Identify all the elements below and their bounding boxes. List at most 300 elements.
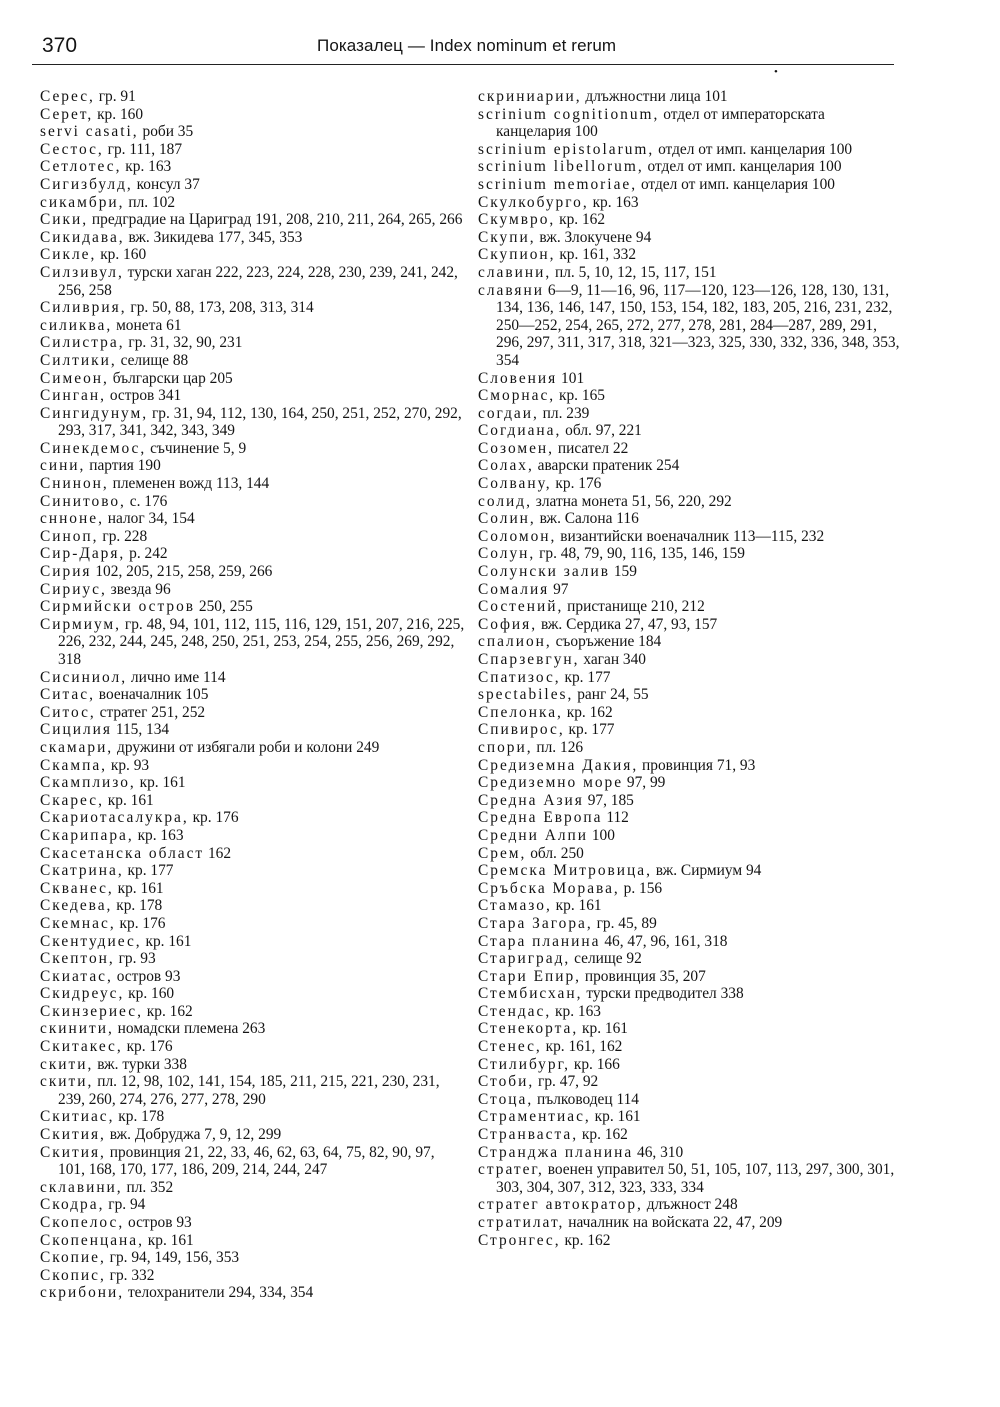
entry-description: гр. 48, 94, 101, 112, 115, 116, 129, 151, 207, 216, 225, 226, 232, 244, 245, 248, 250, 251, 253, 254, 255, 256, 269, 292, 318 (58, 615, 465, 668)
entry-description: провинция 21, 22, 33, 46, 62, 63, 64, 75, 82, 90, 97, 101, 168, 170, 177, 186, 209, 214, 244, 247 (58, 1143, 435, 1179)
entry-description: кр. 178 (112, 897, 163, 915)
entry-description: остров 93 (124, 1214, 192, 1231)
entry-description: военачалник 105 (94, 686, 209, 704)
entry-term: спори, (478, 738, 533, 756)
entry-description: български цар 205 (108, 369, 233, 387)
entry-term: Ситос, (40, 703, 96, 721)
entry-description: военен управител 50, 51, 105, 107, 113, 297, 300, 301, 303, 304, 307, 312, 323, 333, 334 (496, 1161, 895, 1196)
entry-description: телохранители 294, 334, 354 (124, 1284, 314, 1302)
index-entry (478, 774, 903, 792)
entry-description: гр. 50, 88, 173, 208, 313, 314 (126, 299, 314, 317)
index-entry (40, 1232, 465, 1250)
index-entry (478, 704, 903, 722)
entry-description: пл. 352 (122, 1178, 174, 1196)
entry-description: вж. турки 338 (93, 1055, 187, 1073)
entry-term: снноне, (40, 510, 104, 528)
index-entry (478, 933, 903, 951)
entry-term: Симеон, (40, 369, 109, 387)
entry-description: кр. 177 (564, 721, 615, 739)
entry-description: кр. 176 (122, 1038, 173, 1056)
index-entry (40, 1108, 465, 1126)
entry-term: Сир-Даря, (40, 545, 126, 563)
index-entry (478, 1161, 903, 1196)
index-entry (478, 809, 903, 827)
index-entry (40, 757, 465, 775)
index-entry (40, 123, 465, 141)
entry-description: кр. 161 (135, 774, 186, 792)
entry-term: стратилат, (478, 1214, 565, 1231)
entry-term: Солунски залив (478, 563, 610, 581)
index-entry (478, 739, 903, 757)
entry-term: Стамазо, (478, 897, 552, 915)
entry-description: пл. 5, 10, 12, 15, 117, 151 (551, 263, 717, 281)
index-entry (40, 1267, 465, 1285)
entry-description: гр. 91 (94, 88, 136, 105)
entry-description: златна монета 51, 56, 220, 292 (531, 492, 732, 510)
entry-term: София, (478, 615, 538, 633)
entry-description: гр. 94 (104, 1196, 146, 1214)
index-entry (478, 1073, 903, 1091)
index-entry (40, 475, 465, 493)
entry-term: скинити, (40, 1020, 114, 1038)
entry-term: Скопелос, (40, 1214, 125, 1231)
index-entry (40, 158, 465, 176)
entry-description: гр. 31, 94, 112, 130, 164, 250, 251, 252, 270, 292, 293, 317, 341, 342, 343, 349 (58, 404, 462, 440)
entry-term: Скодра, (40, 1196, 105, 1214)
entry-term: Сирия (40, 563, 92, 581)
entry-term: Силзивул, (40, 263, 124, 281)
entry-description: гр. 93 (114, 950, 156, 968)
entry-description: провинция 35, 207 (581, 967, 706, 985)
entry-term: Странваста, (478, 1126, 579, 1144)
entry-description: 112 (602, 809, 629, 827)
entry-description: кр. 161 (141, 932, 192, 950)
index-entry (478, 792, 903, 810)
entry-term: Скопис, (40, 1266, 106, 1284)
index-entry (478, 282, 903, 370)
entry-description: 97, 99 (623, 774, 666, 792)
index-entry (40, 704, 465, 722)
entry-description: аварски пратеник 254 (533, 457, 680, 475)
index-entry (40, 493, 465, 511)
entry-description: 100 (588, 826, 615, 844)
entry-term: солид, (478, 492, 532, 510)
entry-description: кр. 161 (590, 1108, 641, 1126)
index-entry (478, 827, 903, 845)
entry-term: Стоца, (478, 1090, 534, 1108)
entry-term: Скупи, (478, 228, 536, 246)
index-entry (40, 563, 465, 581)
index-entry (478, 106, 903, 141)
entry-description: отдел от императорската канцелария 100 (496, 105, 825, 141)
entry-term: Странджа планина (478, 1143, 634, 1161)
index-entry (40, 211, 465, 229)
entry-term: Серет, (40, 105, 94, 123)
entry-term: Синоп, (40, 527, 99, 545)
index-entry (40, 1126, 465, 1144)
index-entry (40, 299, 465, 317)
running-head: Показалец — Index nominum et rerum (317, 36, 617, 55)
entry-description: гр. 45, 89 (592, 914, 657, 932)
index-entry (478, 1126, 903, 1144)
index-entry (40, 1020, 465, 1038)
index-entry (478, 229, 903, 247)
entry-term: сикамбри, (40, 193, 125, 211)
entry-description: кр. 162 (578, 1126, 628, 1144)
entry-description: кр. 93 (107, 756, 150, 774)
entry-term: Стари Епир, (478, 967, 582, 985)
right-column (478, 88, 903, 1249)
index-entry (478, 581, 903, 599)
entry-term: Скупион, (478, 246, 556, 264)
index-entry (40, 334, 465, 352)
entry-term: Сириус, (40, 580, 107, 598)
index-entry (478, 211, 903, 229)
entry-description: вж. Злокучене 94 (535, 228, 652, 246)
entry-description: 102, 205, 215, 258, 259, 266 (91, 563, 273, 581)
entry-description: кр. 160 (93, 105, 144, 123)
index-entry (40, 968, 465, 986)
index-entry (478, 440, 903, 458)
index-entry (40, 862, 465, 880)
entry-description: кр. 163 (551, 1002, 602, 1020)
index-entry (40, 933, 465, 951)
entry-description: пълководец 114 (533, 1090, 639, 1108)
entry-term: стратег, (478, 1161, 544, 1179)
entry-term: Скатрина, (40, 862, 124, 880)
index-entry (478, 141, 903, 159)
index-entry (478, 563, 903, 581)
entry-term: Стендас, (478, 1002, 552, 1020)
entry-term: servi casati, (40, 123, 139, 141)
entry-term: склавини, (40, 1178, 123, 1196)
entry-description: кр. 161 (143, 1231, 194, 1249)
index-entry (478, 158, 903, 176)
entry-description: кр. 178 (114, 1108, 165, 1126)
index-entry (40, 845, 465, 863)
entry-term: спалион, (478, 633, 552, 651)
index-entry (40, 317, 465, 335)
entry-description: кр. 177 (560, 668, 611, 686)
index-entry (478, 1038, 903, 1056)
entry-term: Скумвро, (478, 211, 556, 229)
entry-term: Скитиас, (40, 1108, 115, 1126)
entry-description: ранг 24, 55 (573, 686, 649, 704)
index-entry (478, 457, 903, 475)
index-entry (478, 950, 903, 968)
index-entry (478, 422, 903, 440)
entry-term: Соломон, (478, 527, 557, 545)
entry-description: писател 22 (554, 439, 629, 457)
entry-term: Снинон, (40, 475, 109, 493)
entry-description: 97, 185 (583, 791, 634, 809)
entry-term: Скопенцана, (40, 1231, 144, 1249)
index-entry (478, 510, 903, 528)
entry-term: Скампа, (40, 756, 107, 774)
entry-term: скити, (40, 1055, 94, 1073)
entry-term: Сетлотес, (40, 158, 122, 176)
index-entry (478, 985, 903, 1003)
entry-description: с. 176 (125, 492, 168, 510)
entry-term: Средна Европа (478, 809, 603, 827)
index-entry (478, 633, 903, 651)
entry-term: скрибони, (40, 1284, 125, 1302)
entry-term: scrinium libellorum, (478, 158, 644, 176)
index-entry (478, 845, 903, 863)
index-entry (40, 246, 465, 264)
entry-description: звезда 96 (106, 580, 171, 598)
page-header (32, 30, 894, 65)
entry-description: кр. 161 (578, 1020, 628, 1038)
entry-term: Сирмийски остров (40, 598, 196, 616)
entry-description: кр. 163 (588, 193, 639, 211)
index-entry (40, 1038, 465, 1056)
index-entry (40, 387, 465, 405)
entry-description: съчинение 5, 9 (146, 439, 247, 457)
index-entry (40, 352, 465, 370)
entry-description: предградие на Цариград 191, 208, 210, 211, 264, 265, 266 (88, 211, 463, 229)
entry-description: провинция 71, 93 (638, 756, 756, 774)
entry-term: Скопие, (40, 1249, 106, 1267)
entry-term: Сремска Митровица, (478, 862, 652, 880)
entry-term: Средни Алпи (478, 826, 589, 844)
entry-term: Силистра, (40, 334, 125, 352)
entry-description: длъжност 248 (642, 1196, 738, 1214)
entry-description: вж. Сердика 27, 47, 93, 157 (537, 615, 718, 633)
index-entry (40, 897, 465, 915)
index-entry (478, 370, 903, 388)
entry-term: Состений, (478, 598, 564, 616)
entry-term: скити, (40, 1073, 94, 1091)
index-entry (40, 827, 465, 845)
index-entry (40, 915, 465, 933)
entry-term: Сисиниол, (40, 668, 128, 686)
index-entry (40, 774, 465, 792)
entry-term: Сомалия (478, 580, 550, 598)
entry-description: турски предводител 338 (582, 985, 744, 1003)
entry-term: Согдиана, (478, 422, 562, 440)
entry-description: остров 93 (112, 967, 181, 985)
entry-term: spectabiles, (478, 686, 574, 704)
entry-term: Страментиас, (478, 1108, 591, 1126)
entry-term: Скептон, (40, 950, 115, 968)
index-entry (478, 915, 903, 933)
entry-term: скриниарии, (478, 88, 582, 105)
entry-term: Скинзериес, (40, 1002, 143, 1020)
entry-term: Скамплизо, (40, 774, 136, 792)
entry-description: 115, 134 (111, 721, 170, 739)
entry-description: гр. 31, 32, 90, 231 (124, 334, 243, 352)
entry-description: пл. 12, 98, 102, 141, 154, 185, 211, 215, 221, 230, 231, 239, 260, 274, 276, 277, 278, 290 (58, 1073, 440, 1108)
entry-term: scrinium cognitionum, (478, 105, 660, 123)
entry-description: консул 37 (132, 175, 200, 193)
entry-term: Скитакес, (40, 1038, 123, 1056)
index-entry (40, 545, 465, 563)
index-entry (40, 809, 465, 827)
entry-description: пл. 239 (538, 404, 590, 422)
index-entry (40, 721, 465, 739)
index-entry (40, 1214, 465, 1232)
entry-term: Сикле, (40, 246, 97, 264)
index-entry (40, 792, 465, 810)
index-entry (478, 1214, 903, 1232)
entry-term: Средиземна Дакия, (478, 756, 639, 774)
entry-description: номадски племена 263 (113, 1020, 266, 1038)
entry-term: Сикидава, (40, 228, 125, 246)
index-entry (40, 1144, 465, 1179)
entry-term: Солин, (478, 510, 536, 528)
entry-description: гр. 47, 92 (534, 1073, 599, 1091)
entry-description: кр. 162 (555, 211, 606, 229)
entry-term: силиква, (40, 316, 113, 334)
index-entry (478, 264, 903, 282)
index-entry (478, 721, 903, 739)
entry-term: Спарзевгун, (478, 651, 580, 668)
entry-description: обл. 250 (526, 844, 584, 862)
entry-term: Сирмиум, (40, 615, 122, 633)
index-entry (478, 387, 903, 405)
entry-term: scrinium epistolarum, (478, 140, 655, 158)
entry-term: Стилибург, (478, 1055, 570, 1073)
entry-description: племенен вожд 113, 144 (108, 475, 270, 493)
index-entry (40, 141, 465, 159)
entry-description: кр. 160 (96, 246, 147, 264)
entry-description: византийски военачалник 113—115, 232 (556, 527, 825, 545)
entry-term: Стара Загора, (478, 914, 593, 932)
index-entry (478, 616, 903, 634)
entry-term: Стенес, (478, 1038, 542, 1056)
entry-description: кр. 176 (551, 475, 602, 493)
index-entry (40, 739, 465, 757)
entry-term: Сицилия (40, 721, 112, 739)
entry-description: отдел от имп. канцелария 100 (643, 158, 842, 176)
entry-term: Солах, (478, 457, 534, 475)
entry-description: 101 (557, 369, 585, 387)
entry-description: отдел от имп. канцелария 100 (654, 140, 853, 158)
index-entry (478, 1232, 903, 1250)
entry-term: Скития, (40, 1126, 106, 1144)
entry-term: Синитово, (40, 492, 126, 510)
index-entry (40, 510, 465, 528)
index-entry (40, 581, 465, 599)
index-entry (478, 968, 903, 986)
entry-description: кр. 177 (123, 862, 174, 880)
index-entry (478, 1056, 903, 1074)
page-number: 370 (42, 34, 78, 57)
index-entry (40, 176, 465, 194)
index-entry (40, 194, 465, 212)
index-entry (478, 669, 903, 687)
entry-description: отдел от имп. канцелария 100 (637, 175, 835, 193)
entry-term: Сръбска Морава, (478, 879, 620, 897)
entry-description: вж. Салона 116 (535, 510, 639, 528)
entry-term: Скариотасалукра, (40, 809, 189, 827)
entry-term: Сморнас, (478, 387, 556, 405)
index-entry (40, 1179, 465, 1197)
entry-term: Средна Азия (478, 791, 584, 809)
entry-term: Стенекорта, (478, 1020, 579, 1038)
entry-term: Созомен, (478, 439, 555, 457)
entry-description: 162 (204, 844, 232, 862)
entry-description: вж. Зикидева 177, 345, 353 (124, 228, 303, 246)
entry-term: Синган, (40, 387, 106, 405)
entry-term: Средиземно море (478, 774, 624, 792)
entry-description: кр. 165 (555, 387, 605, 405)
index-entry (478, 528, 903, 546)
entry-description: лично име 114 (127, 668, 226, 686)
entry-description: 250, 255 (195, 598, 253, 616)
index-entry (478, 1003, 903, 1021)
entry-description: гр. 228 (98, 527, 148, 545)
index-entry (40, 598, 465, 616)
entry-description: 46, 47, 96, 161, 318 (600, 932, 728, 950)
entry-description: гр. 94, 149, 156, 353 (105, 1249, 240, 1267)
entry-description: роби 35 (138, 123, 194, 141)
entry-description: кр. 162 (560, 1231, 611, 1249)
index-entry (40, 1073, 465, 1108)
entry-term: Скванес, (40, 879, 114, 897)
entry-description: турски хаган 222, 223, 224, 228, 230, 239, 241, 242, 256, 258 (58, 263, 458, 299)
index-entry (40, 1056, 465, 1074)
entry-description: кр. 161, 162 (541, 1038, 623, 1056)
entry-term: Серес, (40, 88, 95, 105)
index-entry (478, 176, 903, 194)
index-entry (478, 686, 903, 704)
index-entry (478, 88, 903, 106)
index-entry (40, 1003, 465, 1021)
entry-description: остров 341 (105, 387, 182, 405)
entry-term: Сики, (40, 211, 89, 229)
index-entry (478, 246, 903, 264)
index-entry (40, 1196, 465, 1214)
index-entry (40, 528, 465, 546)
entry-term: Скарес, (40, 791, 104, 809)
entry-description: кр. 163 (133, 826, 184, 844)
entry-description: 6—9, 11—16, 96, 117—120, 123—126, 128, 130, 131, 134, 136, 146, 147, 150, 153, 154, 182, 183, 205, 216, 231, 232, 250—252, 254, 265, 272, 277, 278, 281, 284—287, 289, 291, 296, 297, 311, 317, 318, 321—323, 325, 330, 332, 336, 348, 353, 354 (496, 281, 900, 369)
entry-term: Спатизос, (478, 668, 561, 686)
entry-description: налог 34, 154 (103, 510, 195, 528)
entry-description: обл. 97, 221 (561, 422, 642, 440)
entry-description: гр. 111, 187 (103, 140, 183, 158)
entry-description: пл. 102 (124, 193, 176, 211)
entry-term: Скентудиес, (40, 932, 142, 950)
entry-term: Спивирос, (478, 721, 565, 739)
index-entry (478, 757, 903, 775)
entry-description: дружини от избягали роби и колони 249 (113, 738, 380, 756)
entry-term: скамари, (40, 738, 114, 756)
index-entry (478, 651, 903, 669)
index-entry (40, 264, 465, 299)
index-entry (40, 106, 465, 124)
entry-description: кр. 161, 332 (555, 246, 637, 264)
index-entry (478, 897, 903, 915)
index-entry (40, 88, 465, 106)
entry-term: Силтики, (40, 351, 117, 369)
entry-term: Скемнас, (40, 914, 116, 932)
index-entry (478, 1091, 903, 1109)
entry-description: кр. 176 (115, 914, 166, 932)
entry-term: Словения (478, 369, 558, 387)
entry-term: Ситас, (40, 686, 95, 704)
entry-term: Сингидунум, (40, 404, 149, 422)
index-entry (40, 1284, 465, 1302)
index-entry (478, 880, 903, 898)
entry-term: Скидреус, (40, 985, 125, 1003)
entry-term: scrinium memoriae, (478, 175, 638, 193)
entry-description: кр. 176 (188, 809, 239, 827)
entry-description: кр. 161 (103, 791, 154, 809)
entry-description: кр. 166 (570, 1055, 620, 1073)
